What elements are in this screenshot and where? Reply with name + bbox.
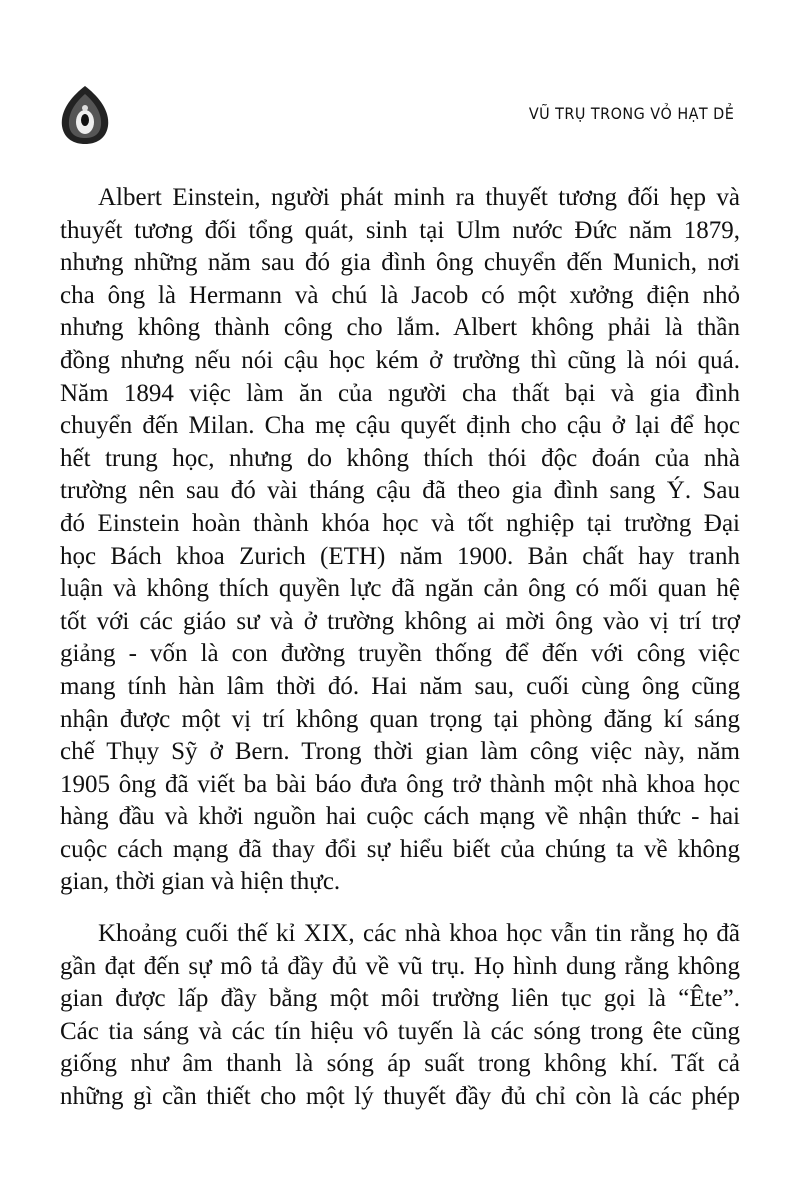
text-line: gian, thời gian và hiện thực. — [60, 868, 341, 896]
text-line: hàng đầu và khởi nguồn hai cuộc cách mạng về nhận thức - hai — [60, 803, 740, 831]
text-line: nhận được một vị trí không quan trọng tại phòng đăng kí sáng — [60, 705, 740, 733]
text-line: nhưng những năm sau đó gia đình ông chuyển đến Munich, nơi — [60, 249, 740, 277]
text-line: tốt với các giáo sư và ở trường không ai mời ông vào vị trí trợ — [60, 607, 740, 635]
text-line: chuyển đến Milan. Cha mẹ cậu quyết định cho cậu ở lại để học — [60, 412, 740, 440]
text-line: cuộc cách mạng đã thay đổi sự hiểu biết của chúng ta về không — [60, 835, 740, 863]
nutshell-emblem-icon — [58, 84, 112, 146]
text-line: chế Thụy Sỹ ở Bern. Trong thời gian làm công việc này, năm — [60, 738, 740, 766]
paragraph-1 — [60, 182, 740, 899]
text-line: luận và không thích quyền lực đã ngăn cản ông có mối quan hệ — [60, 575, 740, 603]
text-line: những gì cần thiết cho một lý thuyết đầy đủ chỉ còn là các phép — [60, 1082, 740, 1110]
text-line: Năm 1894 việc làm ăn của người cha thất bại và gia đình — [60, 379, 740, 407]
text-line: Các tia sáng và các tín hiệu vô tuyến là các sóng trong ête cũng — [60, 1017, 740, 1045]
text-line: gian được lấp đầy bằng một môi trường liên tục gọi là “Ête”. — [60, 985, 740, 1013]
text-line: Khoảng cuối thế kỉ XIX, các nhà khoa học vẫn tin rằng họ đã — [98, 920, 740, 947]
text-line: 1905 ông đã viết ba bài báo đưa ông trở thành một nhà khoa học — [60, 770, 740, 798]
text-line: giảng - vốn là con đường truyền thống để đến với công việc — [60, 640, 740, 668]
text-line: giống như âm thanh là sóng áp suất trong không khí. Tất cả — [60, 1050, 740, 1078]
text-line: trường nên sau đó vài tháng cậu đã theo gia đình sang Ý. Sau — [60, 477, 740, 505]
text-line: nhưng không thành công cho lắm. Albert không phải là thần — [60, 314, 740, 342]
text-line: thuyết tương đối tổng quát, sinh tại Ulm nước Đức năm 1879, — [60, 216, 740, 244]
text-line: đó Einstein hoàn thành khóa học và tốt nghiệp tại trường Đại — [60, 509, 740, 537]
text-line: mang tính hàn lâm thời đó. Hai năm sau, cuối cùng ông cũng — [60, 672, 740, 700]
text-line: hết trung học, nhưng do không thích thói độc đoán của nhà — [60, 444, 740, 472]
text-line: gần đạt đến sự mô tả đầy đủ về vũ trụ. Họ hình dung rằng không — [60, 952, 740, 980]
text-line: học Bách khoa Zurich (ETH) năm 1900. Bản chất hay tranh — [60, 542, 740, 570]
running-title: VŨ TRỤ TRONG VỎ HẠT DẺ — [528, 104, 734, 123]
text-line: cha ông là Hermann và chú là Jacob có một xưởng điện nhỏ — [60, 281, 740, 309]
text-line: đồng nhưng nếu nói cậu học kém ở trường thì cũng là nói quá. — [60, 346, 740, 374]
text-line: Albert Einstein, người phát minh ra thuyết tương đối hẹp và — [98, 184, 740, 211]
paragraph-2 — [60, 918, 740, 1114]
